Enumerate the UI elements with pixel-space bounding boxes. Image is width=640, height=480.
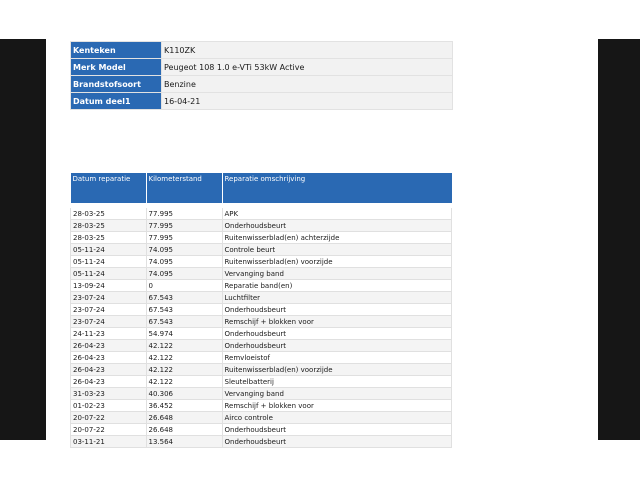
repair-description: Onderhoudsbeurt [222, 424, 452, 436]
repair-date: 23-07-24 [71, 304, 147, 316]
repair-description: Ruitenwisserblad(en) voorzijde [222, 256, 452, 268]
table-row [71, 316, 452, 328]
repair-date: 26-04-23 [71, 376, 147, 388]
repair-date: 13-09-24 [71, 280, 147, 292]
repair-mileage: 26.648 [146, 412, 222, 424]
repair-description: Vervanging band [222, 268, 452, 280]
repair-mileage: 26.648 [146, 424, 222, 436]
repair-mileage: 36.452 [146, 400, 222, 412]
vehicle-info-label: Datum deel1 [71, 93, 162, 110]
table-row [71, 220, 452, 232]
table-row [71, 340, 452, 352]
repair-date: 31-03-23 [71, 388, 147, 400]
vehicle-info-row [71, 93, 453, 110]
repairs-table [70, 173, 452, 448]
repair-date: 28-03-25 [71, 208, 147, 220]
repair-mileage: 74.095 [146, 268, 222, 280]
repair-date: 03-11-21 [71, 436, 147, 448]
table-row [71, 388, 452, 400]
table-row [71, 400, 452, 412]
repair-description: Controle beurt [222, 244, 452, 256]
repair-mileage: 67.543 [146, 292, 222, 304]
repair-description: Sleutelbatterij [222, 376, 452, 388]
table-row [71, 280, 452, 292]
repair-mileage: 42.122 [146, 376, 222, 388]
repair-description: Remschijf + blokken voor [222, 400, 452, 412]
repair-description: Luchtfilter [222, 292, 452, 304]
repair-description: Ruitenwisserblad(en) voorzijde [222, 364, 452, 376]
repair-mileage: 54.974 [146, 328, 222, 340]
table-row [71, 412, 452, 424]
repair-mileage: 77.995 [146, 208, 222, 220]
repair-mileage: 67.543 [146, 304, 222, 316]
repair-date: 28-03-25 [71, 220, 147, 232]
vehicle-info-value: Benzine [162, 76, 453, 93]
document-page [46, 39, 598, 446]
repair-date: 05-11-24 [71, 244, 147, 256]
repair-description: Reparatie band(en) [222, 280, 452, 292]
repair-description: Airco controle [222, 412, 452, 424]
repair-date: 24-11-23 [71, 328, 147, 340]
repair-date: 26-04-23 [71, 340, 147, 352]
table-row [71, 292, 452, 304]
vehicle-info-label: Kenteken [71, 42, 162, 59]
vehicle-info-value: K110ZK [162, 42, 453, 59]
vehicle-info-table [70, 41, 453, 110]
table-row [71, 328, 452, 340]
repair-date: 26-04-23 [71, 352, 147, 364]
repair-description: Ruitenwisserblad(en) achterzijde [222, 232, 452, 244]
table-row [71, 268, 452, 280]
repair-description: Remvloeistof [222, 352, 452, 364]
vehicle-info-row [71, 76, 453, 93]
repair-description: Onderhoudsbeurt [222, 220, 452, 232]
table-row [71, 256, 452, 268]
vehicle-info-value: Peugeot 108 1.0 e-VTi 53kW Active [162, 59, 453, 76]
repair-date: 26-04-23 [71, 364, 147, 376]
table-row [71, 364, 452, 376]
vehicle-info-row [71, 42, 453, 59]
column-header-mileage: Kilometerstand [146, 173, 222, 203]
right-dark-margin [598, 39, 640, 440]
repair-description: Onderhoudsbeurt [222, 436, 452, 448]
repair-mileage: 42.122 [146, 364, 222, 376]
table-row [71, 424, 452, 436]
repair-date: 23-07-24 [71, 292, 147, 304]
repair-mileage: 42.122 [146, 352, 222, 364]
table-row [71, 352, 452, 364]
repair-mileage: 77.995 [146, 220, 222, 232]
repair-date: 05-11-24 [71, 256, 147, 268]
repair-mileage: 13.564 [146, 436, 222, 448]
table-row [71, 232, 452, 244]
vehicle-info-row [71, 59, 453, 76]
left-dark-margin [0, 39, 46, 440]
column-header-date: Datum reparatie [71, 173, 147, 203]
repair-mileage: 42.122 [146, 340, 222, 352]
repair-mileage: 0 [146, 280, 222, 292]
repair-mileage: 67.543 [146, 316, 222, 328]
repair-date: 23-07-24 [71, 316, 147, 328]
table-row [71, 436, 452, 448]
vehicle-info-label: Brandstofsoort [71, 76, 162, 93]
repair-description: Onderhoudsbeurt [222, 340, 452, 352]
repair-date: 05-11-24 [71, 268, 147, 280]
table-row [71, 244, 452, 256]
vehicle-info-value: 16-04-21 [162, 93, 453, 110]
repair-date: 28-03-25 [71, 232, 147, 244]
repair-date: 20-07-22 [71, 412, 147, 424]
repair-mileage: 40.306 [146, 388, 222, 400]
table-row [71, 208, 452, 220]
repair-description: Onderhoudsbeurt [222, 304, 452, 316]
repair-mileage: 74.095 [146, 244, 222, 256]
table-row [71, 376, 452, 388]
table-row [71, 304, 452, 316]
repair-mileage: 77.995 [146, 232, 222, 244]
repairs-body [71, 208, 452, 448]
repair-description: Vervanging band [222, 388, 452, 400]
repair-description: Onderhoudsbeurt [222, 328, 452, 340]
repair-date: 01-02-23 [71, 400, 147, 412]
repair-description: Remschijf + blokken voor [222, 316, 452, 328]
vehicle-info-label: Merk Model [71, 59, 162, 76]
repair-description: APK [222, 208, 452, 220]
repair-date: 20-07-22 [71, 424, 147, 436]
column-header-description: Reparatie omschrijving [222, 173, 452, 203]
repair-mileage: 74.095 [146, 256, 222, 268]
repairs-header-row [71, 173, 452, 203]
